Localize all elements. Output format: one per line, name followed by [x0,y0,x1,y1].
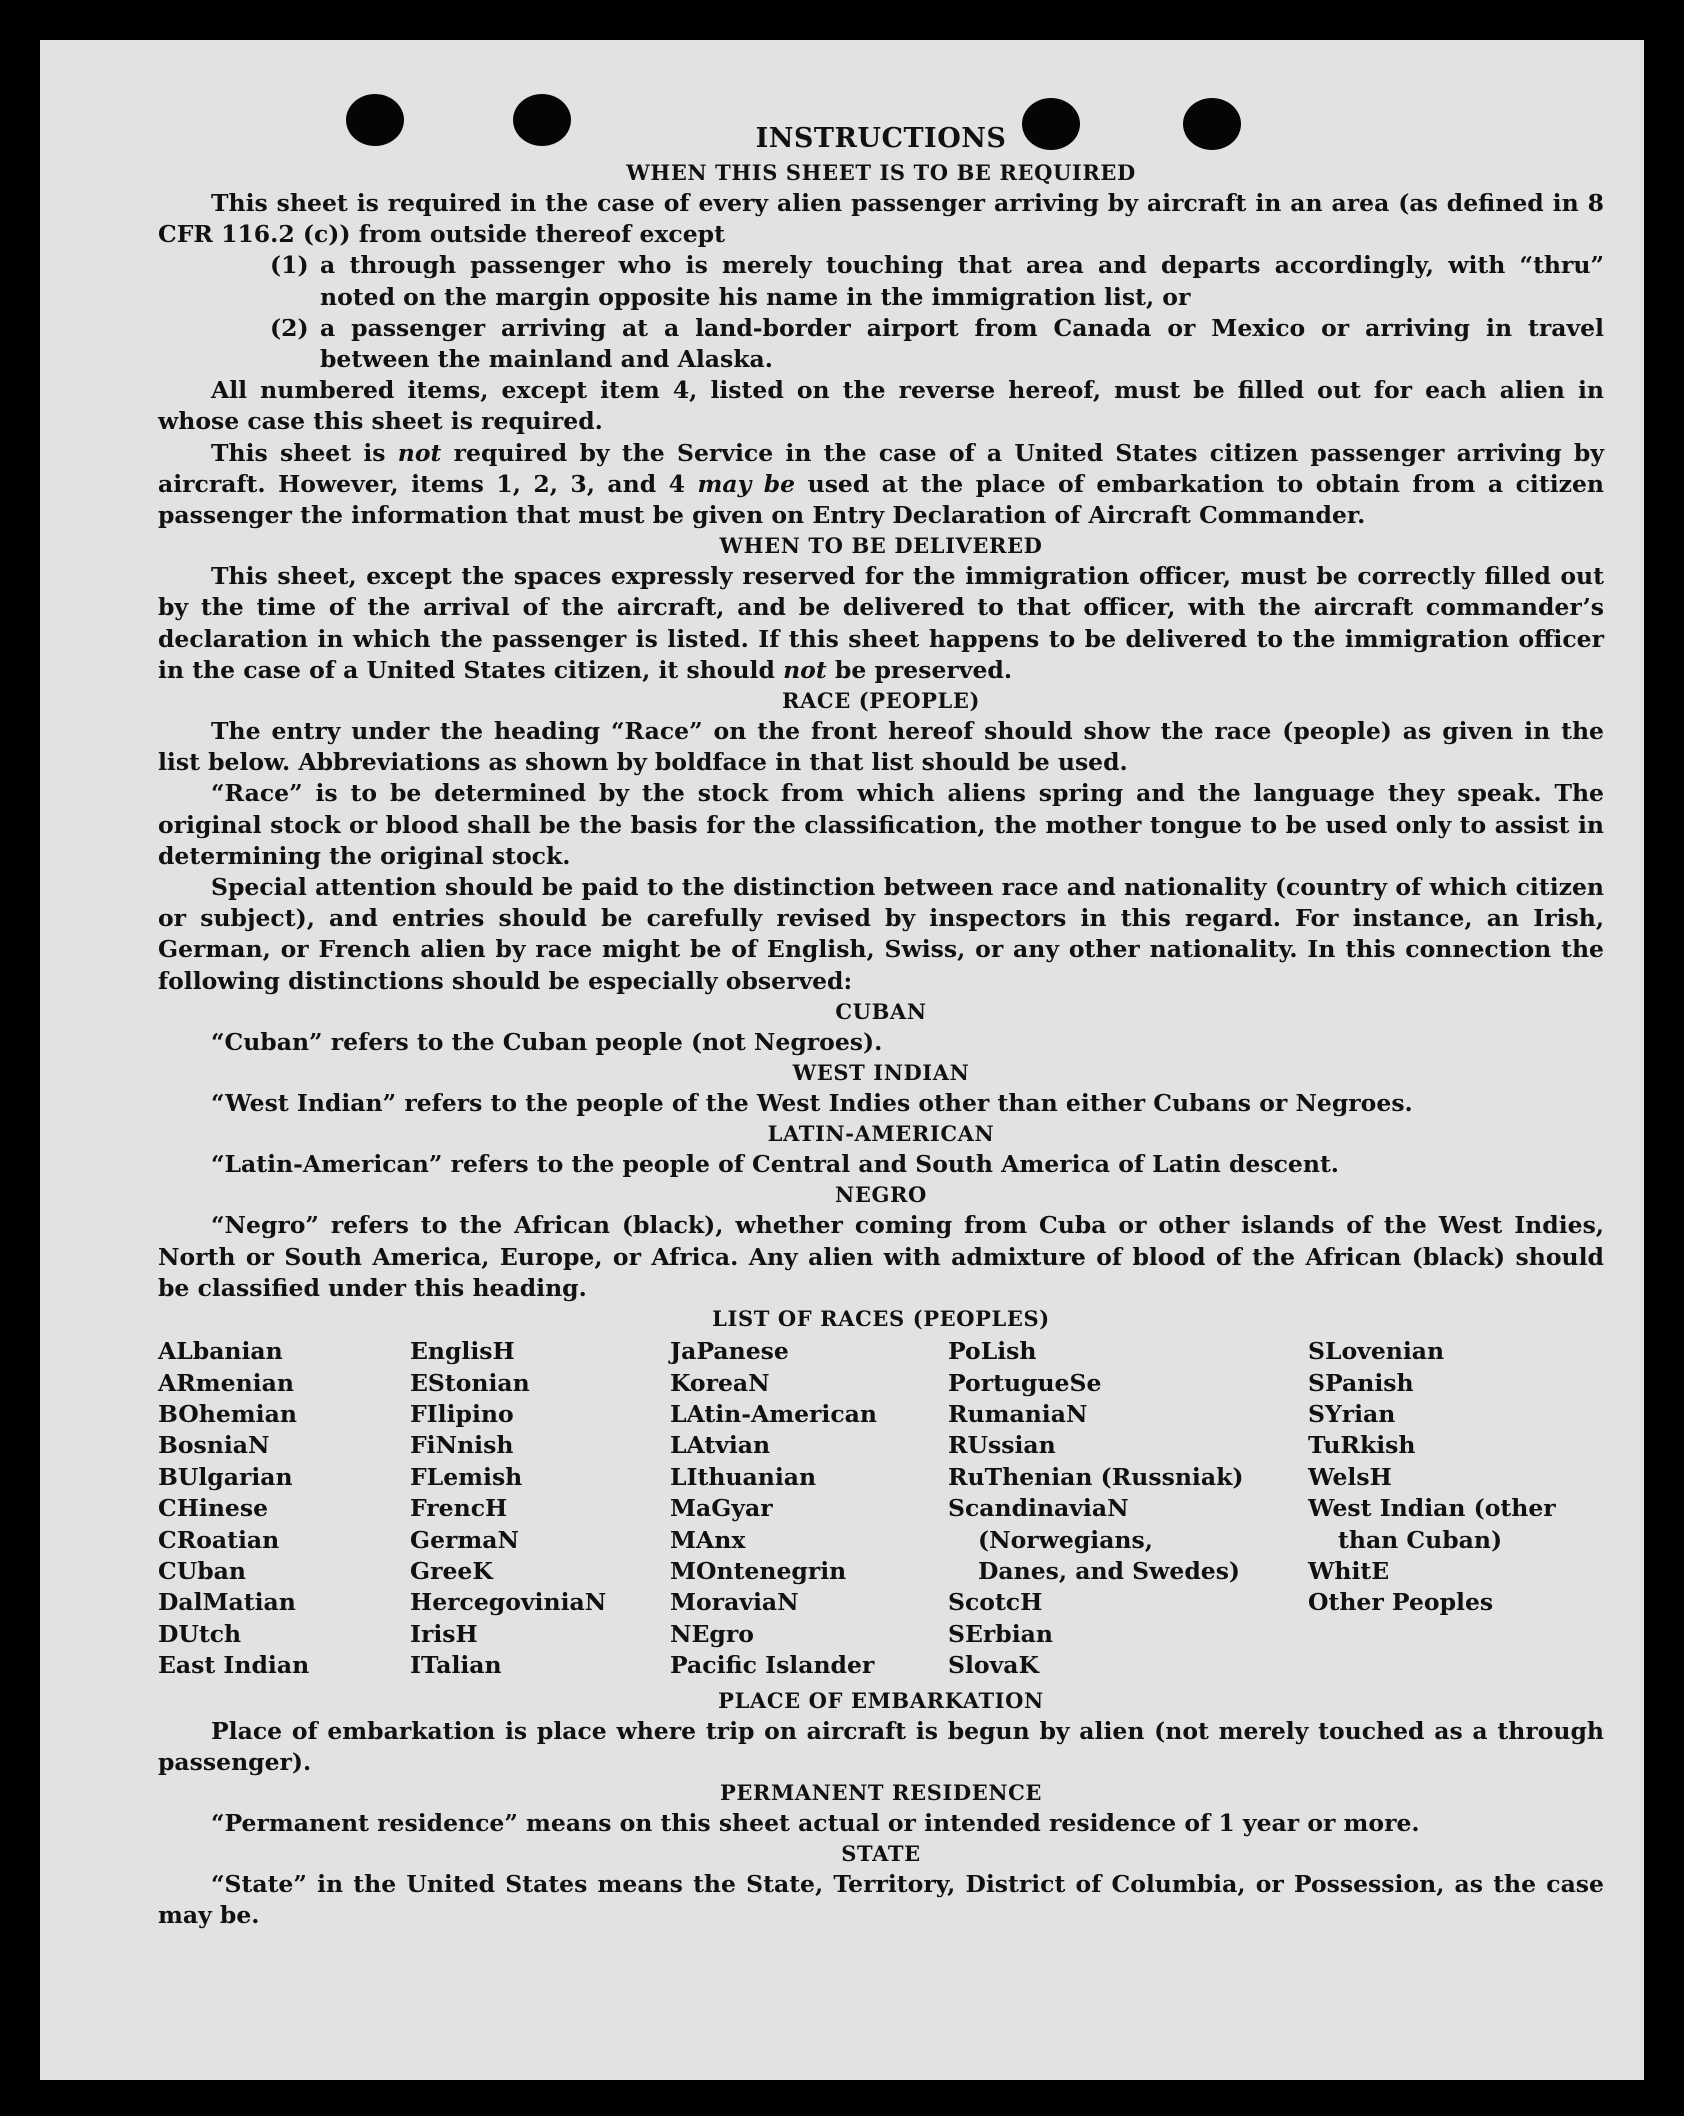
list-item: WelsH [1308,1462,1392,1491]
list-item: ITalian [410,1651,502,1680]
race-column [670,1336,948,1681]
list-item: TuRkish [1308,1431,1416,1460]
list-item: GreeK [410,1556,493,1585]
item-text: a passenger arriving at a land-border airport from Canada or Mexico or arriving in travel between the mainland and Alaska. [320,313,1604,374]
section-heading: NEGRO [835,1182,927,1208]
paragraph: Special attention should be paid to the distinction between race and nationality (country of which citizen or subject), and entries should be carefully revised by inspectors in this regard. For instance, an Irish, German, or French alien by race might be of English, Swiss, or any other nationality. In this connection the following distinctions should be especially observed: [158,873,1604,995]
race-column [1308,1336,1604,1681]
list-item: LAtvian [670,1431,771,1460]
list-item: BUlgarian [158,1462,293,1491]
list-item: Pacific Islander [670,1651,875,1680]
list-item: MAnx [670,1525,746,1554]
race-column [410,1336,670,1681]
list-item: EStonian [410,1368,530,1397]
list-item: SYrian [1308,1399,1396,1428]
list-item: SPanish [1308,1368,1414,1397]
list-item: DalMatian [158,1588,296,1617]
list-item: MaGyar [670,1494,773,1523]
paragraph: This sheet is not required by the Service in the case of a United States citizen passenger arriving by aircraft. However, items 1, 2, 3, and 4 may be used at the place of embarkation to obtain from a citizen passenger the information that must be given on Entry Declaration of Aircraft Commander. [158,438,1605,530]
paragraph: “Latin-American” refers to the people of Central and South America of Latin descent. [211,1150,1339,1179]
section-heading: STATE [841,1841,921,1867]
list-item: ScotcH [948,1588,1043,1617]
section-heading: LIST OF RACES (PEOPLES) [712,1306,1050,1332]
list-item: West Indian (other than Cuban) [1308,1494,1556,1554]
section-heading: WHEN THIS SHEET IS TO BE REQUIRED [626,160,1136,185]
paragraph: “Cuban” refers to the Cuban people (not Negroes). [211,1027,883,1056]
list-item: RUssian [948,1431,1056,1460]
list-item: NEgro [670,1619,754,1648]
list-item: FIlipino [410,1399,514,1428]
list-item: DUtch [158,1619,242,1648]
list-item: ARmenian [158,1368,294,1397]
section-heading: WEST INDIAN [792,1060,970,1086]
instructions-body [158,120,1604,1932]
item-text: a through passenger who is merely touching that area and departs accordingly, with “thru” noted on the margin opposite his name in the immigration list, or [320,251,1604,311]
list-item: PortugueSe [948,1368,1102,1397]
paragraph: The entry under the heading “Race” on the front hereof should show the race (people) as given in the list below. Abbreviations as shown by boldface in that list should be used. [158,717,1604,777]
race-column [158,1336,410,1681]
paragraph: All numbered items, except item 4, listed on the reverse hereof, must be filled out for each alien in whose case this sheet is required. [158,376,1604,436]
list-item: SlovaK [948,1651,1039,1680]
list-item: CUban [158,1556,246,1585]
paragraph: This sheet, except the spaces expressly reserved for the immigration officer, must be correctly filled out by the time of the arrival of the aircraft, and be delivered to that officer, with the aircraft commander’s declaration in which the passenger is listed. If this sheet happens to be delivered to the immigration officer in the case of a United States citizen, it should not be preserved. [158,562,1604,684]
list-item: RumaniaN [948,1399,1088,1428]
list-item: LAtin-American [670,1399,877,1428]
paragraph: “Permanent residence” means on this sheet actual or intended residence of 1 year or more. [211,1808,1420,1837]
list-item: CHinese [158,1494,269,1523]
section-heading: CUBAN [835,998,927,1024]
paragraph: “State” in the United States means the State, Territory, District of Columbia, or Possession, as the case may be. [158,1870,1604,1930]
list-item: FLemish [410,1462,523,1491]
paragraph: “Negro” refers to the African (black), whether coming from Cuba or other islands of the West Indies, North or South America, Europe, or Africa. Any alien with admixture of blood of the African (black) should be classified under this heading. [158,1211,1604,1302]
list-item: JaPanese [670,1337,789,1366]
list-item [270,250,1604,312]
section-heading: RACE (PEOPLE) [781,688,981,714]
list-item: WhitE [1308,1556,1390,1585]
paragraph: This sheet is required in the case of every alien passenger arriving by aircraft in an area (as defined in 8 CFR 116.2 (c)) from outside thereof except [158,189,1604,249]
list-item: Other Peoples [1308,1588,1494,1617]
list-item: SLovenian [1308,1337,1445,1366]
list-item: RuThenian (Russniak) [948,1462,1244,1491]
list-item: LIthuanian [670,1462,817,1491]
race-column [948,1336,1248,1681]
list-item: PoLish [948,1337,1037,1366]
list-item: GermaN [410,1525,519,1554]
item-number: (1) [270,251,309,280]
list-item: MoraviaN [670,1588,799,1617]
paragraph: “Race” is to be determined by the stock from which aliens spring and the language they speak. The original stock or blood shall be the basis for the classification, the mother tongue to be used only to assist in determining the original stock. [158,779,1604,870]
list-item: EnglisH [410,1337,515,1366]
document-sheet [40,40,1644,2080]
section-heading: PERMANENT RESIDENCE [719,1779,1043,1805]
list-item: East Indian [158,1651,310,1680]
list-item: BosniaN [158,1431,270,1460]
list-item: IrisH [410,1619,478,1648]
section-heading: PLACE OF EMBARKATION [718,1687,1044,1713]
list-item: KoreaN [670,1368,770,1397]
list-item: FrencH [410,1494,508,1523]
section-heading: WHEN TO BE DELIVERED [719,533,1043,559]
list-item: ALbanian [158,1337,283,1366]
page-title: INSTRUCTIONS [755,123,1007,154]
section-heading: LATIN-AMERICAN [767,1121,995,1147]
list-item: FiNnish [410,1431,514,1460]
item-number: (2) [270,313,309,342]
list-item: MOntenegrin [670,1556,847,1585]
list-item: SErbian [948,1619,1053,1648]
list-item: HercegoviniaN [410,1588,607,1617]
list-item [270,313,1604,375]
list-item: CRoatian [158,1525,280,1554]
list-item: ScandinaviaN (Norwegians, Danes, and Swedes) [948,1494,1241,1585]
paragraph: Place of embarkation is place where trip on aircraft is begun by alien (not merely touched as a through passenger). [158,1716,1604,1776]
list-item: BOhemian [158,1399,297,1428]
race-list [158,1336,1604,1681]
paragraph: “West Indian” refers to the people of the West Indies other than either Cubans or Negroes. [211,1089,1413,1118]
